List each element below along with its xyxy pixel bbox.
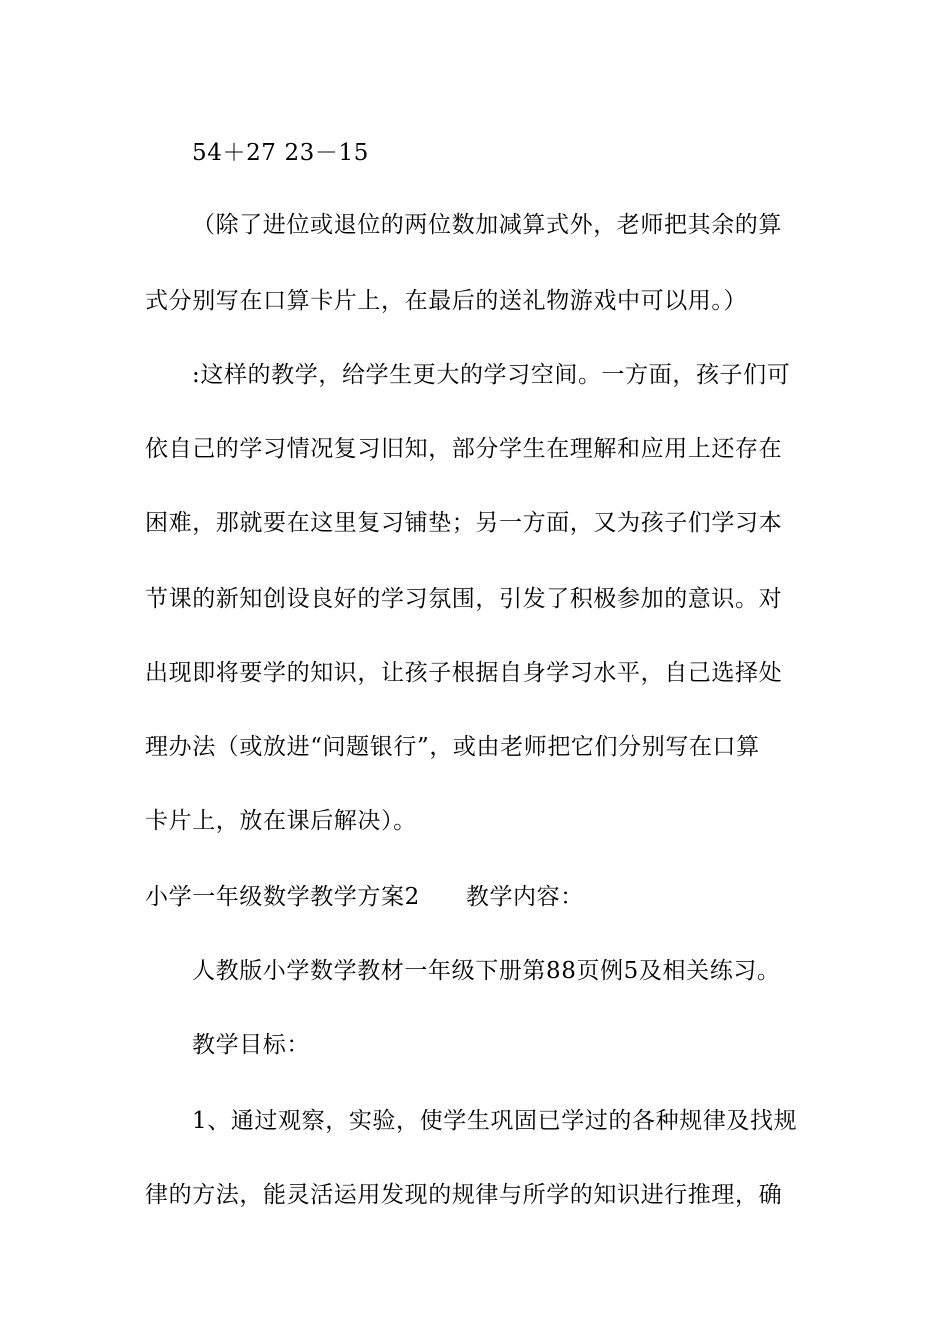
text-line: 人教版小学数学教材一年级下册第88页例5及相关练习。: [192, 958, 781, 984]
section-title: 小学一年级数学教学方案2: [145, 884, 420, 910]
text-line: 困难，那就要在这里复习铺垫；另一方面，又为孩子们学习本: [145, 510, 783, 536]
section-heading: [145, 882, 810, 912]
text-line: 教学目标：: [192, 1032, 310, 1058]
text-line: 式分别写在口算卡片上，在最后的送礼物游戏中可以用。）: [145, 288, 748, 314]
text-line: （除了进位或退位的两位数加减算式外，老师把其余的算: [192, 212, 782, 238]
text-line: :这样的教学，给学生更大的学习空间。一方面，孩子们可: [192, 362, 791, 388]
text-line: 依自己的学习情况复习旧知，部分学生在理解和应用上还存在: [145, 436, 783, 462]
text-line: 节课的新知创设良好的学习氛围，引发了积极参加的意识。对: [145, 586, 783, 612]
section-subtitle: 教学内容：: [465, 884, 584, 910]
text-line: 律的方法，能灵活运用发现的规律与所学的知识进行推理，确: [145, 1182, 783, 1208]
text-line: 理办法（或放进“问题银行”，或由老师把它们分别写在口算: [145, 734, 760, 760]
text-line: 卡片上，放在课后解决）。: [145, 808, 417, 834]
text-line: 1、通过观察，实验，使学生巩固已学过的各种规律及找规: [192, 1108, 798, 1134]
text-line: 出现即将要学的知识，让孩子根据自身学习水平，自己选择处: [145, 660, 783, 686]
text-line: 54＋27 23－15: [192, 140, 369, 166]
